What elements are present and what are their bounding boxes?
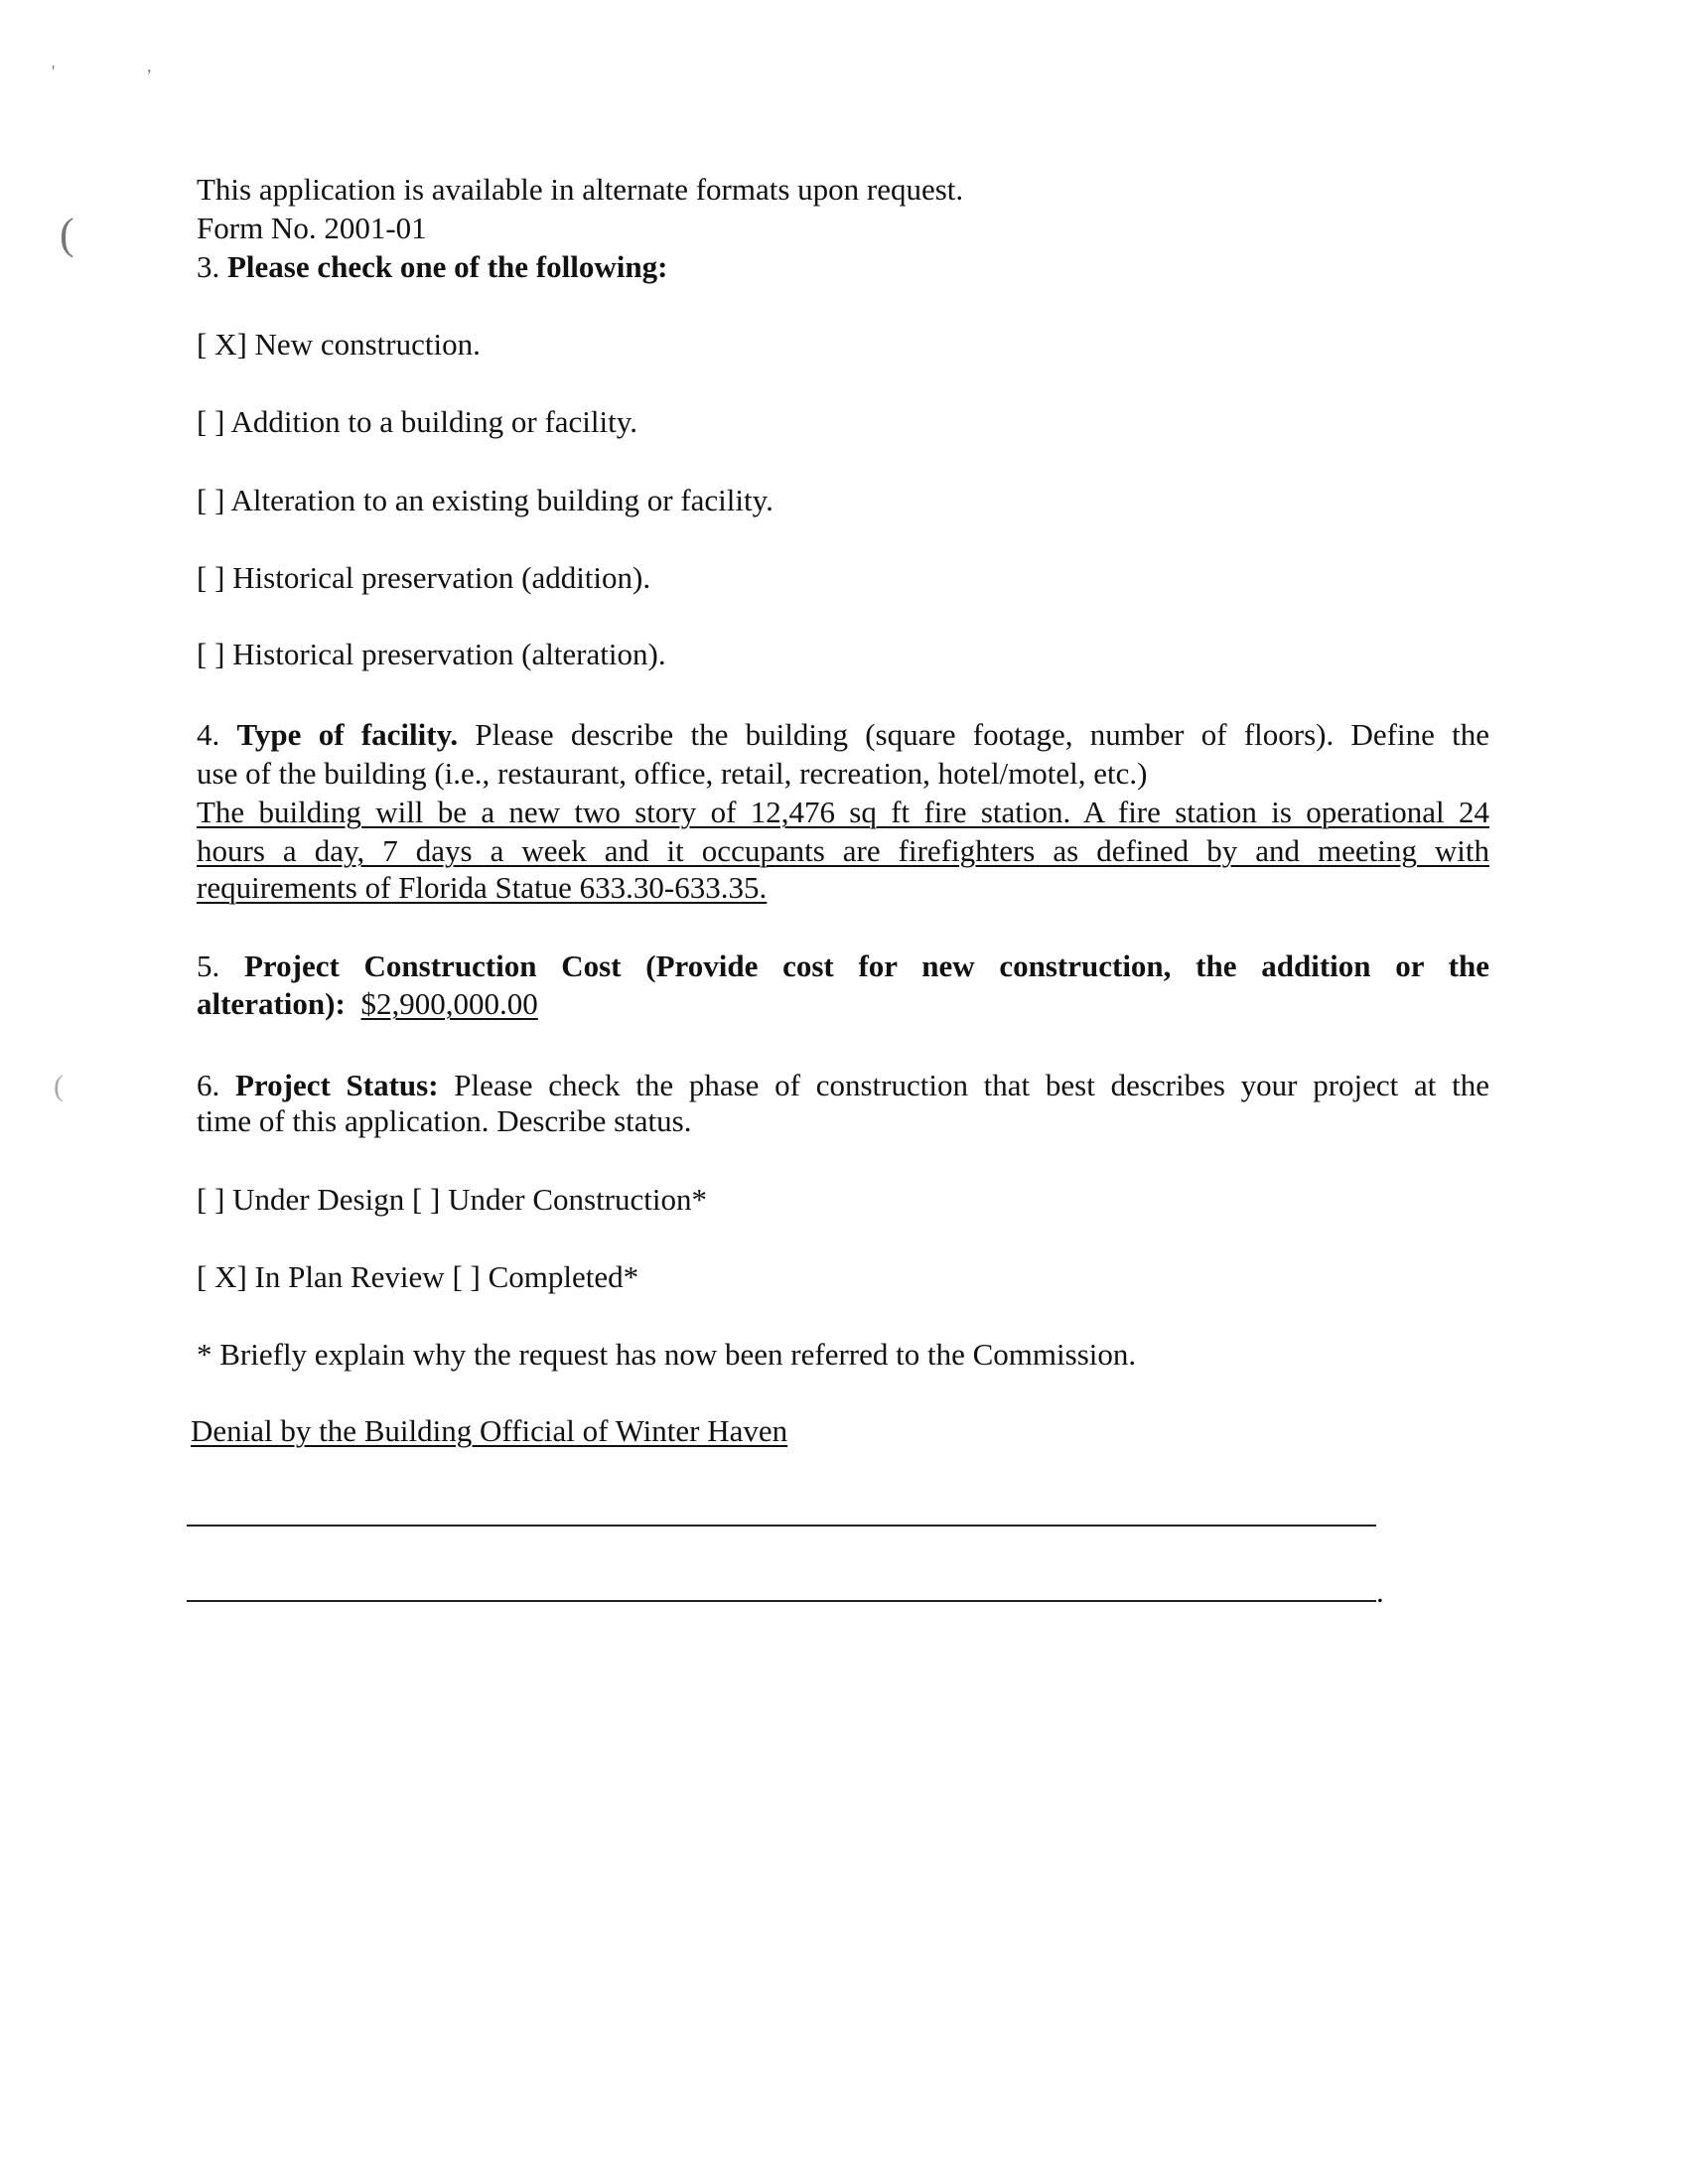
section4-number: 4. <box>197 717 220 752</box>
option-historical-alteration[interactable] <box>197 636 666 673</box>
section5-heading-line1 <box>197 947 1489 985</box>
section4-prompt-line1 <box>197 716 1489 754</box>
option-label: Alteration to an existing building or facility. <box>230 483 774 517</box>
section4-prompt-line2: use of the building (i.e., restaurant, office, retail, recreation, hotel/motel, etc.) <box>197 756 1148 791</box>
blank-answer-line[interactable] <box>187 1600 1376 1602</box>
status-under-construction: Under Construction* <box>448 1182 707 1217</box>
section5-number: 5. <box>197 948 220 983</box>
footnote: * Briefly explain why the request has now been referred to the Commission. <box>197 1337 1137 1372</box>
section3-title: Please check one of the following: <box>227 249 668 284</box>
checkbox-unchecked[interactable]: [ ] <box>197 483 225 517</box>
section5-title-cont: alteration): <box>197 986 346 1021</box>
section6-title: Project Status: <box>234 1068 439 1102</box>
facility-description-line1: The building will be a new two story of 12,476 sq ft fire station. A fire station is operational 24 <box>197 795 1489 829</box>
section5-title: Project Construction Cost (Provide cost for new construction, the addition or the <box>244 948 1490 983</box>
status-in-plan-review: In Plan Review <box>254 1259 445 1294</box>
section6-number: 6. <box>197 1068 220 1102</box>
status-row-2 <box>197 1258 638 1296</box>
status-under-design: Under Design <box>232 1182 405 1217</box>
section6-prompt: Please check the phase of construction that best describes your project at the <box>454 1068 1489 1102</box>
section3-number: 3. <box>197 249 220 284</box>
scan-mark: , <box>147 56 152 75</box>
option-addition[interactable] <box>197 403 637 441</box>
option-label: Historical preservation (addition). <box>232 560 651 595</box>
section6-prompt-line2: time of this application. Describe status. <box>197 1103 692 1138</box>
construction-cost-value: $2,900,000.00 <box>360 986 538 1021</box>
section5-heading-line2 <box>197 985 538 1023</box>
scan-mark: ' <box>52 62 56 81</box>
option-alteration[interactable] <box>197 482 774 519</box>
availability-note: This application is available in alternate formats upon request. <box>197 172 964 207</box>
option-label: Historical preservation (alteration). <box>232 637 666 671</box>
facility-description-line2: hours a day, 7 days a week and it occupants are firefighters as defined by and meeting with <box>197 833 1489 868</box>
form-number: Form No. 2001-01 <box>197 211 427 245</box>
section4-title: Type of facility. <box>236 717 459 752</box>
checkbox-checked[interactable]: [ X] <box>197 1259 247 1294</box>
section6-heading-line1 <box>197 1067 1489 1104</box>
status-completed: Completed* <box>488 1259 639 1294</box>
scan-margin-paren: ( <box>60 210 74 258</box>
checkbox-unchecked[interactable]: [ ] <box>411 1182 441 1217</box>
line-end-period: . <box>1376 1574 1384 1609</box>
checkbox-checked[interactable]: [ X] <box>197 327 247 362</box>
status-row-1 <box>197 1181 707 1219</box>
scan-margin-paren: ( <box>54 1070 64 1102</box>
option-label: New construction. <box>254 327 481 362</box>
checkbox-unchecked[interactable]: [ ] <box>197 637 225 671</box>
checkbox-unchecked[interactable]: [ ] <box>452 1259 481 1294</box>
option-label: Addition to a building or facility. <box>230 404 637 439</box>
option-new-construction[interactable] <box>197 326 481 364</box>
referral-explanation: Denial by the Building Official of Winter Haven <box>191 1413 788 1448</box>
section4-prompt: Please describe the building (square footage, number of floors). Define the <box>475 717 1490 752</box>
checkbox-unchecked[interactable]: [ ] <box>197 560 225 595</box>
option-historical-addition[interactable] <box>197 559 650 597</box>
checkbox-unchecked[interactable]: [ ] <box>197 404 225 439</box>
checkbox-unchecked[interactable]: [ ] <box>197 1182 225 1217</box>
blank-answer-line[interactable] <box>187 1525 1376 1527</box>
section3-heading <box>197 248 667 286</box>
facility-description-line3: requirements of Florida Statue 633.30-633.35. <box>197 870 768 905</box>
